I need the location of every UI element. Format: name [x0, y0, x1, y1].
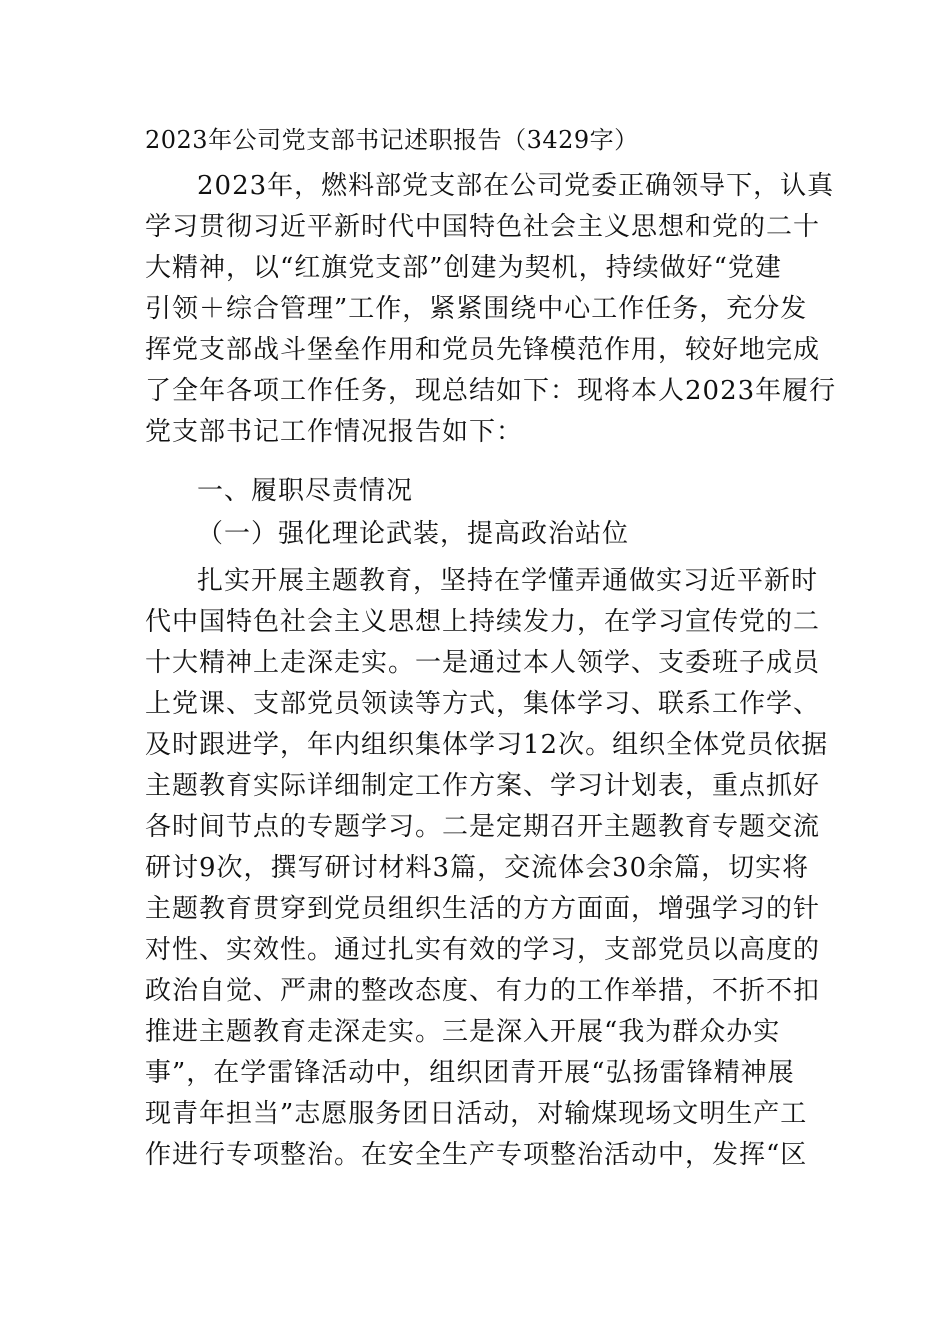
paragraph-line: 上党课、支部党员领读等方式，集体学习、联系工作学、	[145, 689, 821, 719]
paragraph-line: 主题教育实际详细制定工作方案、学习计划表，重点抓好	[145, 771, 821, 801]
paragraph-line: 推进主题教育走深走实。三是深入开展“我为群众办实	[145, 1017, 781, 1047]
paragraph-line: 了全年各项工作任务，现总结如下：现将本人2023年履行	[145, 376, 837, 406]
paragraph-line: 挥党支部战斗堡垒作用和党员先锋模范作用，较好地完成	[145, 335, 821, 365]
paragraph-line: 主题教育贯穿到党员组织生活的方方面面，增强学习的针	[145, 894, 821, 924]
paragraph-line: 代中国特色社会主义思想上持续发力，在学习宣传党的二	[145, 607, 821, 637]
subsection-heading: （一）强化理论武装，提高政治站位	[197, 519, 630, 549]
paragraph-line: 学习贯彻习近平新时代中国特色社会主义思想和党的二十	[145, 212, 821, 242]
paragraph-line: 政治自觉、严肃的整改态度、有力的工作举措，不折不扣	[145, 976, 821, 1006]
paragraph-line: 各时间节点的专题学习。二是定期召开主题教育专题交流	[145, 812, 821, 842]
paragraph-line: 对性、实效性。通过扎实有效的学习，支部党员以高度的	[145, 935, 821, 965]
paragraph-line: 引领＋综合管理”工作，紧紧围绕中心工作任务，充分发	[145, 294, 808, 324]
document-title: 2023年公司党支部书记述职报告（3429字）	[145, 126, 639, 154]
paragraph-line: 党支部书记工作情况报告如下：	[145, 417, 524, 447]
paragraph-line: 研讨9次，撰写研讨材料3篇，交流体会30余篇，切实将	[145, 853, 810, 883]
paragraph-line: 事”，在学雷锋活动中，组织团青开展“弘扬雷锋精神展	[145, 1058, 795, 1088]
paragraph-line: 2023年，燃料部党支部在公司党委正确领导下，认真	[197, 171, 835, 201]
paragraph-line: 大精神，以“红旗党支部”创建为契机，持续做好“党建	[145, 253, 782, 283]
paragraph-line: 作进行专项整治。在安全生产专项整治活动中，发挥“区	[145, 1140, 808, 1170]
paragraph-line: 现青年担当”志愿服务团日活动，对输煤现场文明生产工	[145, 1099, 808, 1129]
paragraph-line: 扎实开展主题教育，坚持在学懂弄通做实习近平新时	[197, 566, 819, 596]
paragraph-line: 十大精神上走深走实。一是通过本人领学、支委班子成员	[145, 648, 821, 678]
section-heading: 一、履职尽责情况	[197, 476, 414, 506]
paragraph-line: 及时跟进学，年内组织集体学习12次。组织全体党员依据	[145, 730, 829, 760]
